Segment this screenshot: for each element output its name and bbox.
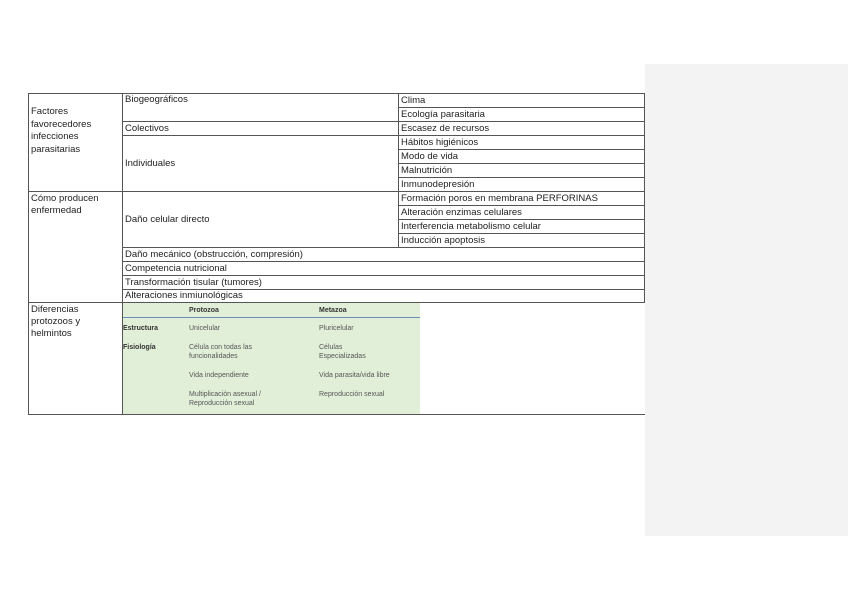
comparison-table-image [123,303,421,414]
cell-factor-item: Hábitos higiénicos [399,136,645,150]
cell-mechanism-item: Formación poros en membrana PERFORINAS [399,192,645,206]
protozoa-cell [187,337,317,365]
cell-factor-item: Clima [399,94,645,108]
metazoa-cell [317,337,420,365]
protozoa-metazoa-table [123,303,421,412]
protozoa-text: Multiplicación asexual / Reproducción sexual [189,391,261,407]
cell-factor-item: Escasez de recursos [399,122,645,136]
protozoa-cell [187,384,317,412]
cell-factor-item: Modo de vida [399,150,645,164]
cell-mechanism-item: Inducción apoptosis [399,234,645,248]
cell-mechanism-full: Competencia nutricional [123,262,645,276]
comment-pane [645,64,848,536]
row-label: Fisiología [123,344,156,351]
metazoa-text: Células Especializadas [319,344,366,360]
cell-colectivos: Colectivos [123,122,399,136]
protozoa-cell: Vida independiente [189,372,249,379]
cell-individuales: Individuales [123,136,399,192]
header-cell [123,303,188,318]
parasitology-table [28,93,645,415]
cell-biogeograficos: Biogeográficos [123,94,399,122]
header-protozoa: Protozoa [187,303,317,318]
group-como: Cómo producen enfermedad [29,192,123,303]
cell-mechanism-full: Transformación tisular (tumores) [123,276,645,290]
cell-diferencias [123,303,645,415]
cell-mechanism-full: Alteraciones inmiunológicas [123,290,645,303]
metazoa-cell: Reproducción sexual [319,391,385,398]
cell-mechanism-full: Daño mecánico (obstrucción, compresión) [123,248,645,262]
protozoa-cell: Unicelular [189,325,221,332]
metazoa-cell: Pluricelular [319,325,354,332]
cell-mechanism-item: Alteración enzimas celulares [399,206,645,220]
header-metazoa: Metazoa [317,303,420,318]
metazoa-cell: Vida parasita/vida libre [319,372,390,379]
group-diferencias: Diferencias protozoos y helmintos [29,303,123,415]
row-label [123,365,188,384]
protozoa-text: Célula con todas las funcionalidades [189,344,253,360]
row-label [123,384,188,412]
cell-mechanism-item: Interferencia metabolismo celular [399,220,645,234]
group-factores: Factores favorecedores infecciones parasitarias [29,94,123,192]
row-label: Estructura [123,325,159,332]
cell-factor-item: Malnutrición [399,164,645,178]
cell-factor-item: Ecología parasitaria [399,108,645,122]
cell-dano-celular: Daño celular directo [123,192,399,248]
cell-factor-item: Inmunodepresión [399,178,645,192]
